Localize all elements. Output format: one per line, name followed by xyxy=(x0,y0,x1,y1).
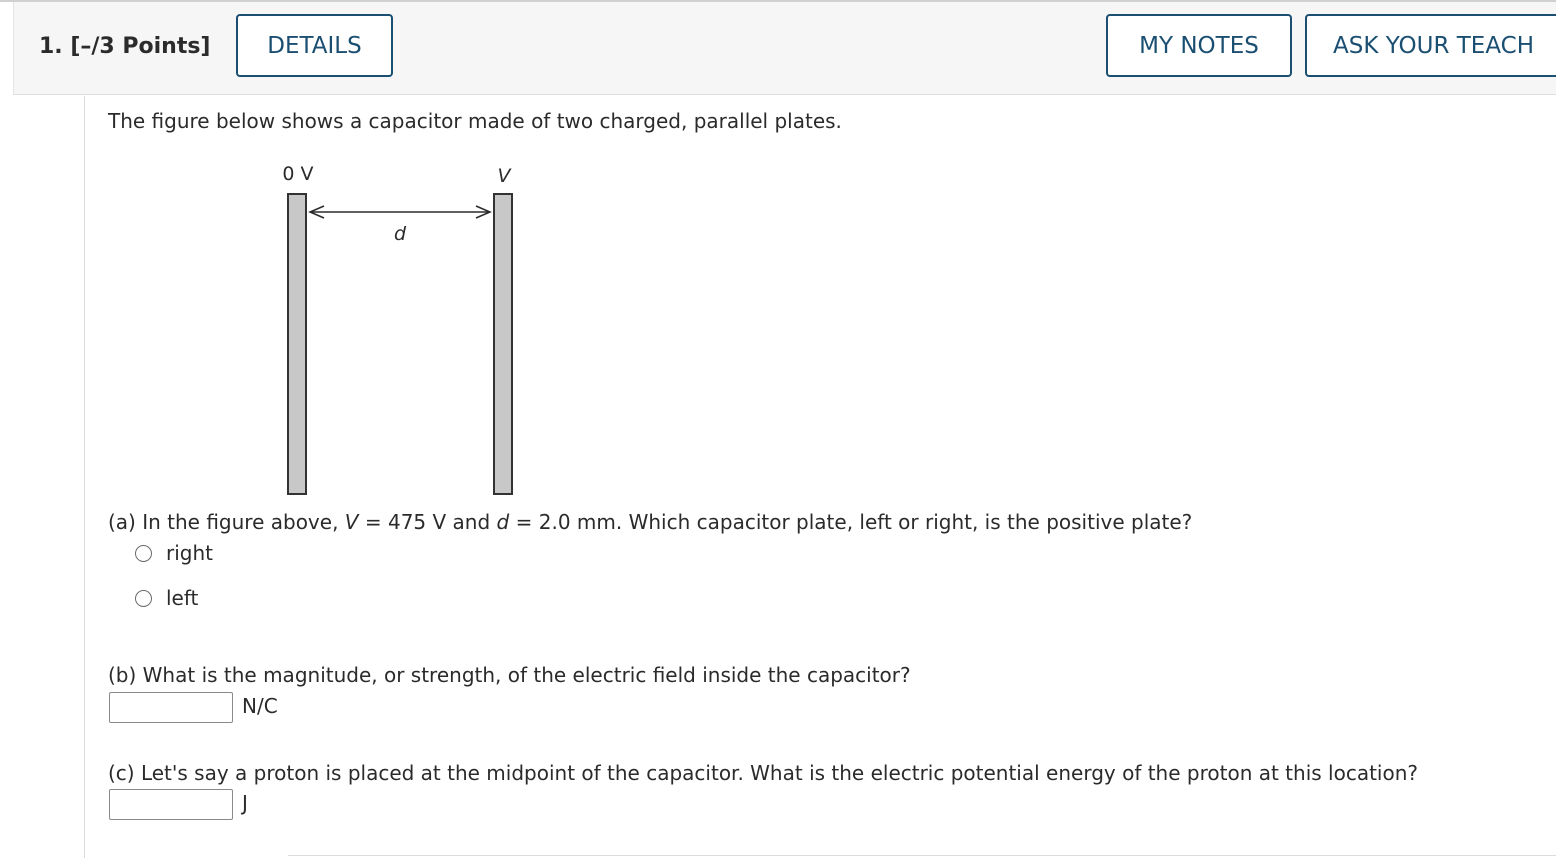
radio-left[interactable] xyxy=(135,590,152,607)
part-b-answer-input[interactable] xyxy=(109,692,233,723)
part-b-unit: N/C xyxy=(242,694,278,718)
part-a-mid: V and xyxy=(426,510,497,534)
option-left[interactable] xyxy=(135,586,198,610)
part-c-answer-input[interactable] xyxy=(109,789,233,820)
part-a-prefix: (a) In the figure above, xyxy=(108,510,345,534)
bottom-divider xyxy=(288,855,1556,856)
details-button[interactable]: DETAILS xyxy=(236,14,393,77)
radio-right[interactable] xyxy=(135,545,152,562)
question-points-label: 1. [–/3 Points] xyxy=(39,34,211,59)
part-a-suffix: mm. Which capacitor plate, left or right, is the positive plate? xyxy=(570,510,1193,534)
part-a-var-d: d xyxy=(496,510,510,534)
capacitor-figure xyxy=(260,160,540,505)
part-c-question: (c) Let's say a proton is placed at the midpoint of the capacitor. What is the electric potential energy of the proton at this location? xyxy=(108,761,1418,785)
part-a-v-value: 475 xyxy=(387,510,427,534)
part-a-var-v: V xyxy=(344,510,359,534)
part-a-d-value: 2.0 xyxy=(538,510,571,534)
option-right[interactable] xyxy=(135,541,213,565)
distance-label: d xyxy=(393,223,407,245)
option-right-label: right xyxy=(166,541,213,565)
part-c-unit: J xyxy=(242,791,248,815)
part-a-eq2: = xyxy=(509,510,539,534)
intro-text: The figure below shows a capacitor made of two charged, parallel plates. xyxy=(108,109,842,133)
my-notes-button[interactable]: MY NOTES xyxy=(1106,14,1292,77)
part-b-question: (b) What is the magnitude, or strength, of the electric field inside the capacitor? xyxy=(108,663,911,687)
distance-arrow xyxy=(310,206,490,218)
content-left-border xyxy=(84,96,85,858)
left-plate-label: 0 V xyxy=(282,163,314,185)
left-plate xyxy=(288,194,306,494)
right-plate-label: V xyxy=(497,165,511,187)
part-a-eq1: = xyxy=(358,510,388,534)
option-left-label: left xyxy=(166,586,199,610)
right-plate xyxy=(494,194,512,494)
ask-your-teacher-button[interactable]: ASK YOUR TEACH xyxy=(1305,14,1556,77)
part-a-question xyxy=(108,510,1192,534)
